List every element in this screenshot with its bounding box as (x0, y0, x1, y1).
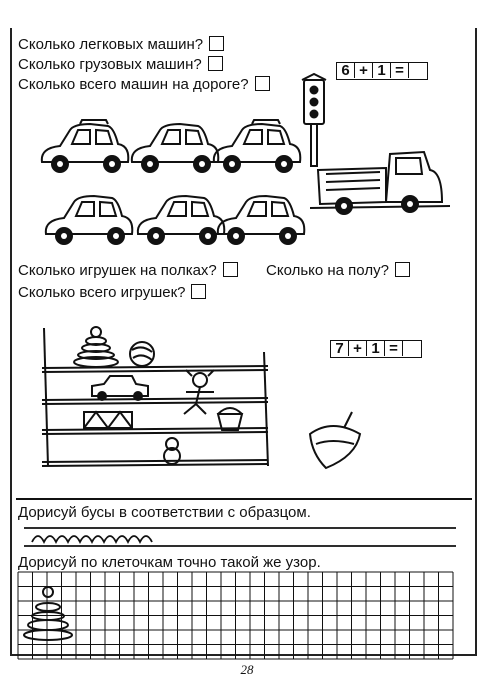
drawing-grid[interactable] (18, 572, 458, 662)
answer-box-trucks[interactable] (208, 56, 223, 71)
answer-box-total-cars[interactable] (255, 76, 270, 91)
toy-car-icon (92, 376, 148, 400)
equation-answer-cell[interactable] (403, 341, 421, 356)
shelf-board (42, 460, 268, 466)
beads-sample (32, 536, 152, 542)
shelf-board (42, 398, 268, 404)
question-total-toys-text: Сколько всего игрушек? (18, 284, 186, 301)
question-trucks-text: Сколько грузовых машин? (18, 56, 202, 73)
answer-box-cars[interactable] (209, 36, 224, 51)
equation-toys (330, 340, 422, 358)
question-shelves (18, 262, 238, 279)
answer-box-shelves[interactable] (223, 262, 238, 277)
spinning-top-icon (302, 408, 372, 478)
equation-cell: = (385, 341, 403, 356)
shelves-illustration (36, 322, 276, 472)
ball-icon (130, 342, 154, 366)
grid-instruction: Дорисуй по клеточкам точно такой же узор. (18, 554, 321, 571)
question-shelves-text: Сколько игрушек на полках? (18, 262, 217, 279)
equation-cars (336, 62, 428, 80)
equation-cell: + (355, 63, 373, 78)
equation-cell: 1 (373, 63, 391, 78)
doll-icon (184, 370, 214, 414)
bucket-icon (218, 408, 242, 430)
cars-illustration (30, 118, 470, 258)
ring-pyramid-icon (74, 327, 118, 367)
equation-answer-cell[interactable] (409, 63, 427, 78)
question-cars-text: Сколько легковых машин? (18, 36, 204, 53)
equation-cell: 1 (367, 341, 385, 356)
answer-box-floor[interactable] (395, 262, 410, 277)
question-floor (266, 262, 410, 279)
section-divider (16, 498, 472, 500)
sample-pattern-icon (24, 587, 72, 640)
question-total-cars-text: Сколько всего машин на дороге? (18, 76, 249, 93)
shelf-board (42, 366, 268, 372)
equation-cell: + (349, 341, 367, 356)
answer-box-total-toys[interactable] (191, 284, 206, 299)
beads-instruction: Дорисуй бусы в соответствии с образцом. (18, 504, 311, 521)
question-cars (18, 36, 224, 53)
question-total-toys (18, 284, 206, 301)
question-trucks (18, 56, 223, 73)
page-number: 28 (240, 662, 254, 677)
truck-icon (310, 152, 450, 208)
equation-cell: 7 (331, 341, 349, 356)
question-total-cars (18, 76, 270, 93)
equation-cell: = (391, 63, 409, 78)
beads-pattern (24, 522, 464, 552)
question-floor-text: Сколько на полу? (266, 262, 389, 279)
shelf-post (44, 328, 48, 466)
equation-cell: 6 (337, 63, 355, 78)
drum-icon (84, 412, 132, 428)
